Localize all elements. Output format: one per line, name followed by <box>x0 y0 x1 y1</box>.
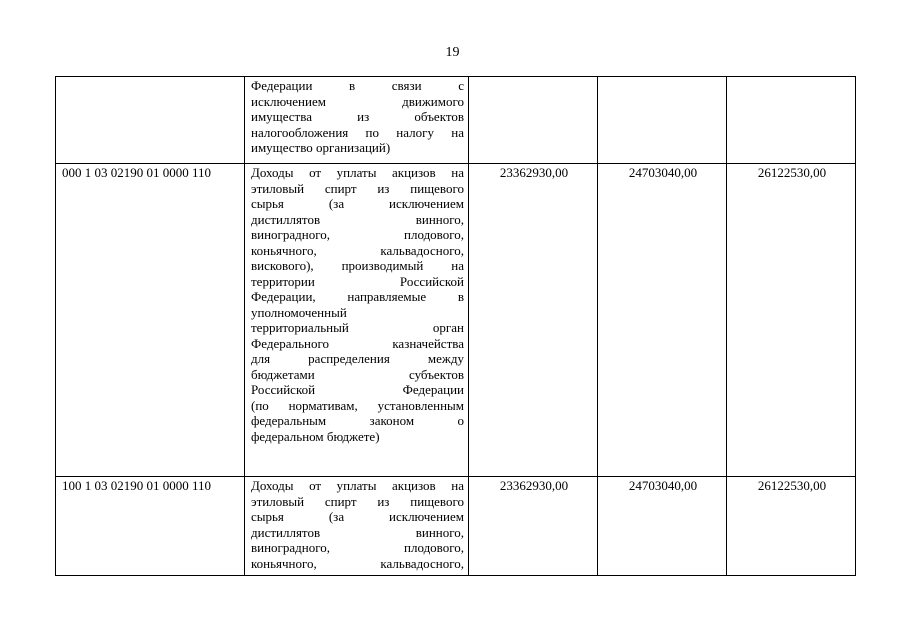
value-year3-cell: 26122530,00 <box>727 477 856 576</box>
description-line: территориальный орган <box>251 320 464 335</box>
description-line: Федерации в связи с <box>251 78 464 93</box>
description-line: виноградного, плодового, <box>251 227 464 242</box>
description-line: исключением движимого <box>251 93 464 109</box>
value-year3-cell <box>727 77 856 164</box>
description-line: территории Российской <box>251 273 464 289</box>
description-line: налогообложения по налогу на <box>251 124 464 140</box>
description-line: Федерального казначейства <box>251 335 464 351</box>
table-row-continuation <box>56 77 856 164</box>
description-line: Доходы от уплаты акцизов на <box>251 478 464 493</box>
description-line: сырья (за исключением <box>251 196 464 211</box>
description-line: этиловый спирт из пищевого <box>251 493 464 509</box>
description-line: вискового), производимый на <box>251 258 464 273</box>
description-line: дистиллятов винного, <box>251 524 464 540</box>
description-line: дистиллятов винного, <box>251 211 464 227</box>
budget-code-cell: 100 1 03 02190 01 0000 110 <box>56 477 245 576</box>
description-line: коньячного, кальвадосного, <box>251 242 464 258</box>
description-line: коньячного, кальвадосного, <box>251 555 464 571</box>
description-line: виноградного, плодового, <box>251 540 464 555</box>
description-line: Российской Федерации <box>251 382 464 397</box>
value-year2-cell: 24703040,00 <box>598 477 727 576</box>
description-line: (по нормативам, установленным <box>251 397 464 413</box>
budget-code-cell: 000 1 03 02190 01 0000 110 <box>56 164 245 477</box>
description-line: федеральном бюджете) <box>251 428 380 444</box>
value-year2-cell: 24703040,00 <box>598 164 727 477</box>
description-line: бюджетами субъектов <box>251 366 464 382</box>
description-line: этиловый спирт из пищевого <box>251 180 464 196</box>
budget-code-cell <box>56 77 245 164</box>
description-line: уполномоченный <box>251 304 347 320</box>
description-line: Доходы от уплаты акцизов на <box>251 165 464 180</box>
description-cell <box>245 164 469 477</box>
description-line: Федерации, направляемые в <box>251 289 464 304</box>
description-cell <box>245 77 469 164</box>
value-year1-cell <box>469 77 598 164</box>
table-row <box>56 477 856 576</box>
value-year1-cell: 23362930,00 <box>469 164 598 477</box>
table-row <box>56 164 856 477</box>
description-line: имущество организаций) <box>251 140 391 155</box>
description-cell <box>245 477 469 576</box>
value-year3-cell: 26122530,00 <box>727 164 856 477</box>
budget-table <box>55 76 856 576</box>
description-line: сырья (за исключением <box>251 509 464 524</box>
value-year2-cell <box>598 77 727 164</box>
description-line: имущества из объектов <box>251 109 464 124</box>
page-number: 19 <box>445 45 460 60</box>
description-line: федеральным законом о <box>251 413 464 428</box>
description-line: для распределения между <box>251 351 464 366</box>
value-year1-cell: 23362930,00 <box>469 477 598 576</box>
